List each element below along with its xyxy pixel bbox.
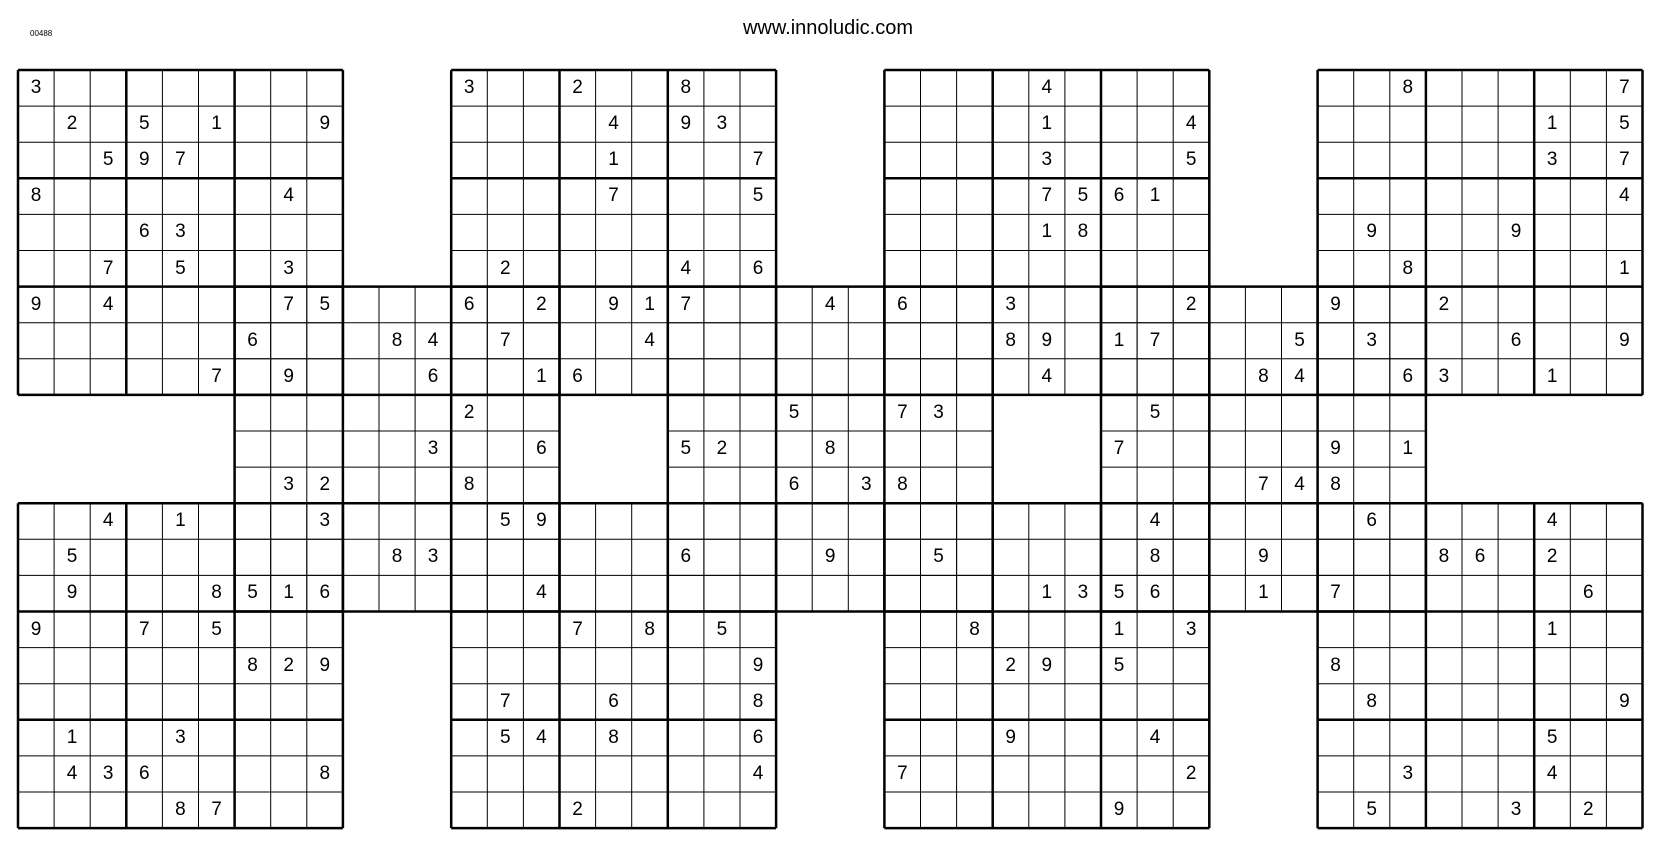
- given-digit: 6: [1366, 510, 1377, 532]
- given-digit: 3: [1438, 365, 1450, 387]
- given-digit: 3: [175, 726, 186, 748]
- given-digit: 6: [1583, 582, 1594, 604]
- given-digit: 9: [1510, 221, 1522, 243]
- given-digit: 2: [1438, 293, 1450, 315]
- given-digit: 9: [1258, 546, 1269, 568]
- given-digit: 4: [1619, 185, 1630, 207]
- given-digit: 7: [897, 401, 908, 423]
- site-url: www.innoludic.com: [742, 17, 914, 39]
- given-digit: 6: [1402, 365, 1414, 387]
- given-digit: 9: [139, 149, 150, 171]
- given-digit: 4: [644, 329, 655, 351]
- given-digit: 7: [1041, 185, 1053, 207]
- given-digit: 3: [1077, 582, 1089, 604]
- given-digit: 9: [608, 293, 619, 315]
- given-digit: 9: [1005, 726, 1016, 748]
- given-digit: 5: [139, 113, 150, 135]
- given-digit: 1: [66, 726, 78, 748]
- given-digit: 4: [102, 293, 114, 315]
- given-digit: 8: [175, 799, 186, 820]
- given-digit: 9: [1113, 799, 1125, 820]
- given-digit: 4: [680, 257, 692, 279]
- given-digit: 3: [716, 113, 728, 135]
- given-digit: 8: [1330, 474, 1341, 496]
- given-digit: 9: [1366, 221, 1377, 243]
- given-digit: 5: [933, 546, 944, 568]
- given-digit: 6: [319, 582, 331, 604]
- given-digit: 5: [66, 546, 78, 568]
- given-digit: 8: [1005, 329, 1016, 351]
- given-digit: 3: [427, 438, 439, 459]
- given-digit: 7: [500, 690, 511, 712]
- given-digit: 7: [500, 329, 511, 351]
- given-digit: 6: [1510, 329, 1522, 351]
- given-digit: 5: [1546, 726, 1558, 748]
- given-digit: 9: [536, 510, 547, 532]
- given-digit: 7: [211, 799, 222, 820]
- given-digit: 3: [1546, 149, 1558, 171]
- given-digit: 9: [30, 618, 42, 640]
- given-digit: 8: [391, 329, 403, 351]
- given-digit: 1: [1546, 365, 1558, 387]
- given-digit: 3: [1366, 329, 1377, 351]
- given-digit: 8: [824, 438, 836, 459]
- given-digit: 7: [1330, 582, 1341, 604]
- given-digit: 9: [680, 113, 692, 135]
- given-digit: 4: [1546, 510, 1558, 532]
- given-digit: 9: [1041, 654, 1053, 676]
- given-digit: 5: [1077, 185, 1089, 207]
- given-digit: 2: [66, 113, 78, 135]
- given-digit: 6: [536, 438, 547, 459]
- given-digit: 8: [1149, 546, 1161, 568]
- given-digit: 4: [1041, 77, 1053, 98]
- given-digit: 1: [1402, 438, 1414, 459]
- given-digit: 7: [1258, 474, 1269, 496]
- given-digit: 1: [644, 293, 655, 315]
- given-digit: 5: [247, 582, 258, 604]
- given-digit: 7: [897, 762, 908, 784]
- given-digit: 5: [1366, 799, 1377, 820]
- given-digit: 2: [283, 654, 294, 676]
- given-digit: 5: [319, 293, 331, 315]
- given-digit: 3: [1041, 149, 1053, 171]
- given-digit: 1: [175, 510, 186, 532]
- given-digit: 7: [680, 293, 692, 315]
- given-digit: 4: [608, 113, 619, 135]
- given-digit: 1: [1041, 582, 1053, 604]
- given-digit: 8: [608, 726, 619, 748]
- given-digit: 2: [572, 799, 583, 820]
- given-digit: 4: [536, 726, 547, 748]
- given-digit: 6: [139, 221, 150, 243]
- given-digit: 3: [1402, 762, 1414, 784]
- given-digit: 1: [1619, 257, 1630, 279]
- given-digit: 8: [1330, 654, 1341, 676]
- given-digit: 1: [536, 365, 547, 387]
- given-digit: 2: [319, 474, 331, 496]
- given-digit: 1: [211, 113, 222, 135]
- given-digit: 1: [1149, 185, 1161, 207]
- given-digit: 8: [319, 762, 331, 784]
- given-digit: 5: [752, 185, 764, 207]
- given-digit: 3: [1510, 799, 1522, 820]
- given-digit: 1: [1113, 329, 1125, 351]
- given-digit: 8: [211, 582, 222, 604]
- given-digit: 5: [788, 401, 800, 423]
- given-digit: 4: [1041, 365, 1053, 387]
- given-digit: 6: [897, 293, 908, 315]
- given-digit: 4: [102, 510, 114, 532]
- given-digit: 7: [283, 293, 294, 315]
- given-digit: 8: [391, 546, 403, 568]
- given-digit: 3: [175, 221, 186, 243]
- given-digit: 4: [1294, 474, 1305, 496]
- given-digit: 6: [572, 365, 583, 387]
- given-digit: 1: [1041, 221, 1053, 243]
- given-digit: 5: [680, 438, 692, 459]
- given-digit: 8: [30, 185, 42, 207]
- given-digit: 7: [139, 618, 150, 640]
- given-digit: 9: [1041, 329, 1053, 351]
- given-digit: 6: [1113, 185, 1125, 207]
- given-digit: 1: [1258, 582, 1269, 604]
- given-digit: 4: [1149, 726, 1161, 748]
- given-digit: 2: [1546, 546, 1558, 568]
- given-digit: 7: [1619, 149, 1630, 171]
- given-digit: 8: [463, 474, 475, 496]
- given-digit: 4: [1294, 365, 1305, 387]
- given-digit: 2: [572, 77, 583, 98]
- given-digit: 5: [500, 510, 511, 532]
- given-digit: 5: [1619, 113, 1630, 135]
- given-digit: 9: [752, 654, 764, 676]
- given-digit: 2: [1185, 293, 1197, 315]
- given-digit: 8: [1258, 365, 1269, 387]
- given-digit: 9: [30, 293, 42, 315]
- given-digit: 6: [427, 365, 439, 387]
- given-digit: 5: [175, 257, 186, 279]
- given-digit: 8: [969, 618, 980, 640]
- given-digit: 1: [608, 149, 619, 171]
- given-digit: 7: [102, 257, 114, 279]
- given-digit: 6: [247, 329, 258, 351]
- given-digit: 7: [1113, 438, 1125, 459]
- given-digit: 9: [1619, 690, 1630, 712]
- given-digit: 5: [500, 726, 511, 748]
- given-digit: 6: [788, 474, 800, 496]
- given-digit: 5: [1113, 654, 1125, 676]
- given-digit: 1: [1113, 618, 1125, 640]
- given-digit: 5: [1294, 329, 1305, 351]
- given-digit: 6: [752, 726, 764, 748]
- given-digit: 7: [572, 618, 583, 640]
- given-digit: 9: [319, 113, 331, 135]
- given-digit: 5: [1113, 582, 1125, 604]
- given-digit: 3: [102, 762, 114, 784]
- given-digit: 3: [861, 474, 872, 496]
- given-digit: 7: [211, 365, 222, 387]
- given-digit: 8: [680, 77, 692, 98]
- given-digit: 4: [1185, 113, 1197, 135]
- given-digit: 7: [752, 149, 764, 171]
- given-digit: 3: [1185, 618, 1197, 640]
- given-digit: 2: [536, 293, 547, 315]
- given-digit: 2: [1583, 799, 1594, 820]
- given-digit: 5: [102, 149, 114, 171]
- given-digit: 4: [1149, 510, 1161, 532]
- given-digit: 4: [824, 293, 836, 315]
- given-digit: 4: [283, 185, 294, 207]
- given-digit: 6: [608, 690, 619, 712]
- given-digit: 6: [1149, 582, 1161, 604]
- given-digit: 9: [1619, 329, 1630, 351]
- given-digit: 9: [319, 654, 331, 676]
- given-digit: 8: [1402, 77, 1414, 98]
- given-digit: 7: [1149, 329, 1161, 351]
- given-digit: 5: [1149, 401, 1161, 423]
- given-digit: 3: [463, 77, 475, 98]
- given-digit: 2: [500, 257, 511, 279]
- given-digit: 3: [1005, 293, 1016, 315]
- given-digit: 8: [1402, 257, 1414, 279]
- given-digit: 2: [463, 401, 475, 423]
- given-digit: 9: [1330, 293, 1341, 315]
- given-digit: 3: [30, 77, 42, 98]
- given-digit: 6: [139, 762, 150, 784]
- given-digit: 4: [752, 762, 764, 784]
- given-digit: 6: [1474, 546, 1486, 568]
- given-digit: 3: [427, 546, 439, 568]
- given-digit: 2: [716, 438, 728, 459]
- given-digit: 3: [933, 401, 944, 423]
- given-digit: 1: [283, 582, 294, 604]
- given-digit: 8: [897, 474, 908, 496]
- given-digit: 8: [247, 654, 258, 676]
- given-digit: 6: [752, 257, 764, 279]
- given-digit: 7: [175, 149, 186, 171]
- given-digit: 6: [463, 293, 475, 315]
- given-digit: 5: [211, 618, 222, 640]
- given-digit: 8: [1438, 546, 1450, 568]
- given-digit: 4: [66, 762, 78, 784]
- given-digit: 2: [1185, 762, 1197, 784]
- given-digit: 9: [1330, 438, 1341, 459]
- given-digit: 4: [427, 329, 439, 351]
- given-digit: 6: [680, 546, 692, 568]
- given-digit: 5: [1185, 149, 1197, 171]
- given-digit: 2: [1005, 654, 1016, 676]
- given-digit: 4: [536, 582, 547, 604]
- given-digit: 8: [1077, 221, 1089, 243]
- given-digit: 9: [283, 365, 294, 387]
- given-digit: 5: [716, 618, 728, 640]
- given-digit: 7: [608, 185, 619, 207]
- given-digit: 1: [1546, 113, 1558, 135]
- puzzle-code: 00488: [30, 29, 53, 38]
- given-digit: 4: [1546, 762, 1558, 784]
- given-digit: 3: [283, 257, 294, 279]
- given-digit: 8: [644, 618, 655, 640]
- given-digit: 9: [824, 546, 836, 568]
- given-digit: 3: [319, 510, 331, 532]
- given-digit: 1: [1041, 113, 1053, 135]
- given-digit: 8: [752, 690, 764, 712]
- given-digit: 7: [1619, 77, 1630, 98]
- given-digit: 8: [1366, 690, 1377, 712]
- given-digit: 1: [1546, 618, 1558, 640]
- given-digit: 9: [66, 582, 78, 604]
- given-digit: 3: [283, 474, 294, 496]
